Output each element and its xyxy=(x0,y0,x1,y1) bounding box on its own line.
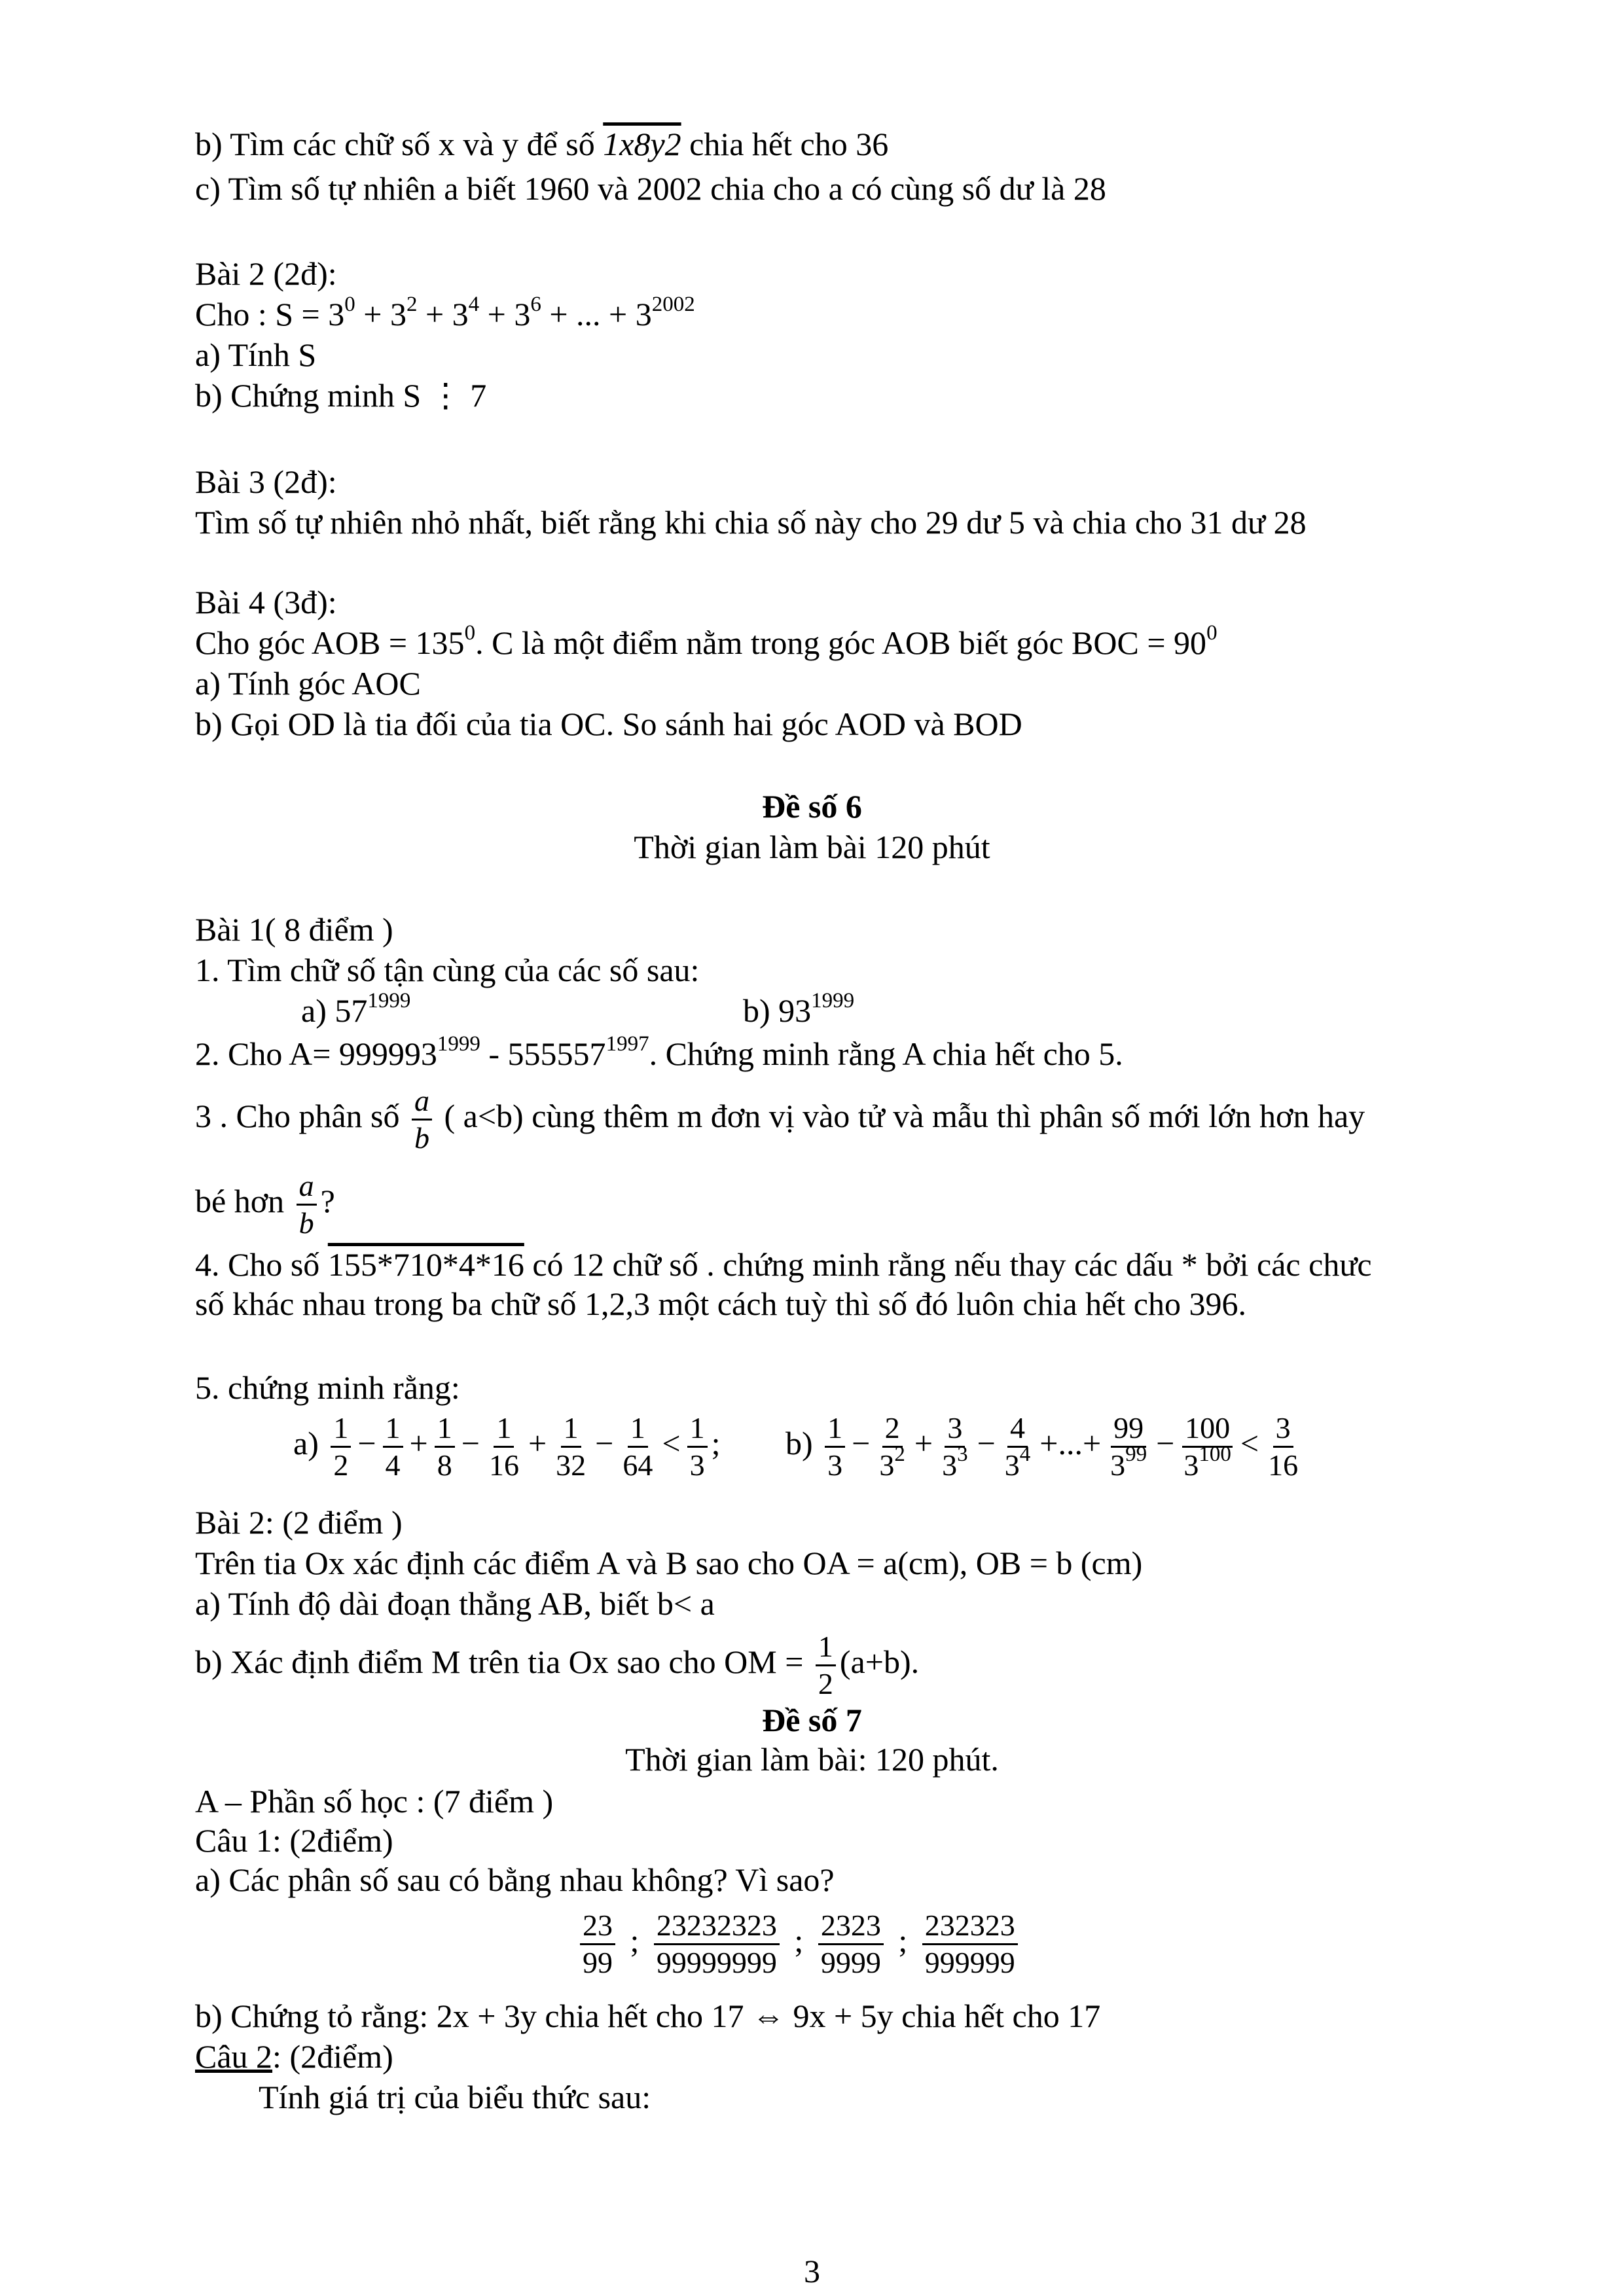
text: 2. Cho A= 999993 xyxy=(195,1035,437,1072)
text: chia hết cho 36 xyxy=(681,126,889,162)
numerator: 100 xyxy=(1182,1413,1233,1448)
denominator: 16 xyxy=(1268,1448,1299,1482)
numerator: 1 xyxy=(816,1632,836,1666)
d7-cau2 xyxy=(195,2037,393,2076)
numerator: 99 xyxy=(1111,1413,1146,1448)
d6-bai2-a: a) Tính độ dài đoạn thẳng AB, biết b< a xyxy=(195,1585,715,1622)
numerator: 232323 xyxy=(922,1910,1018,1945)
fraction xyxy=(383,1413,403,1480)
base: 3 xyxy=(942,1448,958,1482)
text: 3 . Cho phân số xyxy=(195,1098,408,1134)
denominator: b xyxy=(414,1121,429,1155)
text: + 3 xyxy=(417,296,469,332)
base: 3 xyxy=(1183,1448,1199,1482)
text: + 3 xyxy=(479,296,531,332)
denominator: 4 xyxy=(385,1448,401,1482)
fraction xyxy=(553,1413,588,1480)
denominator xyxy=(1108,1443,1149,1482)
text: b) 93 xyxy=(743,992,812,1029)
separator: ; xyxy=(630,1922,640,1959)
fraction xyxy=(1181,1413,1234,1480)
fraction-a-over-b xyxy=(297,1171,317,1238)
text: Cho : S = 3 xyxy=(195,296,345,332)
denominator: 8 xyxy=(437,1448,452,1482)
operator: + xyxy=(914,1425,933,1462)
text: bé hơn xyxy=(195,1183,293,1219)
text: có 12 chữ số . chứng minh rằng nếu thay các dấu * bởi các chưc xyxy=(524,1246,1372,1283)
d6-q1: 1. Tìm chữ số tận cùng của các số sau: xyxy=(195,952,700,988)
d6-q5: 5. chứng minh rằng: xyxy=(195,1369,460,1406)
d7-c1a: a) Các phân số sau có bằng nhau không? Vì sao? xyxy=(195,1861,835,1898)
exponent: 4 xyxy=(1019,1443,1031,1467)
denominator: 9999 xyxy=(820,1946,881,1980)
numerator: a xyxy=(297,1171,317,1206)
denominator: 3 xyxy=(689,1448,705,1482)
text: ( a<b) cùng thêm m đơn vị vào tử và mẫu thì phân số mới lớn hơn hay xyxy=(436,1098,1365,1134)
exponent: 100 xyxy=(1199,1443,1231,1467)
operator: − xyxy=(595,1425,614,1462)
bai4-line1 xyxy=(195,623,1218,662)
operator: + xyxy=(409,1425,428,1462)
operator: + xyxy=(528,1425,547,1462)
numerator: 1 xyxy=(435,1413,455,1448)
d6-q3 xyxy=(195,1080,1365,1153)
text: Cho góc AOB = 135 xyxy=(195,624,465,661)
d6-q4 xyxy=(195,1245,1372,1284)
semicolon: ; xyxy=(711,1425,721,1462)
numerator: 1 xyxy=(383,1413,403,1448)
bai3-text: Tìm số tự nhiên nhỏ nhất, biết rằng khi chia số này cho 29 dư 5 và chia cho 31 dư 28 xyxy=(195,504,1307,541)
page-number: 3 xyxy=(804,2253,820,2289)
denominator: 3 xyxy=(827,1448,843,1482)
bai4-a: a) Tính góc AOC xyxy=(195,665,421,702)
exponent: 0 xyxy=(1206,621,1218,645)
bai2-b: b) Chứng minh S ⋮ 7 xyxy=(195,377,487,414)
exponent: 4 xyxy=(468,293,480,316)
base: 3 xyxy=(1110,1448,1126,1482)
denominator xyxy=(939,1443,971,1482)
d6-q1a xyxy=(301,991,410,1030)
d7-c2: Tính giá trị của biểu thức sau: xyxy=(259,2079,651,2115)
fraction xyxy=(620,1413,655,1480)
fraction xyxy=(435,1413,455,1480)
text: - 555557 xyxy=(480,1035,606,1072)
d7-cau1: Câu 1: (2điểm) xyxy=(195,1822,393,1859)
operator: − xyxy=(1156,1425,1175,1462)
numerator: 1 xyxy=(561,1413,581,1448)
denominator: 999999 xyxy=(924,1946,1015,1980)
d6-q1b xyxy=(743,991,854,1030)
exponent: 2002 xyxy=(651,293,695,316)
fraction xyxy=(818,1910,884,1978)
bai2-a: a) Tính S xyxy=(195,336,317,373)
bai3-title: Bài 3 (2đ): xyxy=(195,463,337,500)
line-b-tim-chu-so xyxy=(195,124,888,164)
d6-bai1-title: Bài 1( 8 điểm ) xyxy=(195,911,393,948)
numerator: 3 xyxy=(945,1413,965,1448)
exponent: 1999 xyxy=(811,989,855,1013)
text: b) Xác định điểm M trên tia Ox sao cho OM = xyxy=(195,1643,812,1680)
de7-time: Thời gian làm bài: 120 phút. xyxy=(625,1741,999,1778)
overlined-number: 1x8y2 xyxy=(603,126,681,162)
text: a) 57 xyxy=(301,992,368,1029)
text: : (2điểm) xyxy=(272,2038,393,2075)
text: b) Chứng tỏ rằng: 2x + 3y chia hết cho 17 xyxy=(195,1998,752,2034)
separator: ; xyxy=(794,1922,804,1959)
d6-q3-line2 xyxy=(195,1165,335,1238)
operator: − xyxy=(852,1425,871,1462)
exponent: 1997 xyxy=(605,1032,649,1056)
fraction xyxy=(687,1413,708,1480)
separator: ; xyxy=(898,1922,908,1959)
de7-title: Đề số 7 xyxy=(762,1702,862,1738)
exponent: 1999 xyxy=(437,1032,480,1056)
denominator xyxy=(1181,1443,1234,1482)
text: 9x + 5y chia hết cho 17 xyxy=(784,1998,1101,2034)
fraction-one-half xyxy=(816,1632,836,1699)
fraction xyxy=(580,1910,615,1978)
denominator: 16 xyxy=(488,1448,519,1482)
exponent: 1999 xyxy=(367,989,411,1013)
bai2-title: Bài 2 (2đ): xyxy=(195,255,337,292)
exponent: 6 xyxy=(530,293,541,316)
numerator: 1 xyxy=(494,1413,514,1448)
d6-q5a xyxy=(293,1407,720,1480)
fraction xyxy=(922,1910,1018,1978)
label: b) xyxy=(785,1425,813,1462)
fraction-a-over-b xyxy=(412,1086,432,1153)
numerator: 4 xyxy=(1007,1413,1028,1448)
exponent: 99 xyxy=(1125,1443,1147,1467)
denominator: 2 xyxy=(333,1448,349,1482)
denominator xyxy=(1002,1443,1034,1482)
d6-bai2-text: Trên tia Ox xác định các điểm A và B sao cho OA = a(cm), OB = b (cm) xyxy=(195,1545,1143,1581)
numerator: 23 xyxy=(580,1910,615,1945)
exponent: 2 xyxy=(894,1443,905,1467)
numerator: 1 xyxy=(825,1413,845,1448)
d7-c1b xyxy=(195,1996,1100,2036)
fraction xyxy=(1002,1413,1034,1480)
text: 4. Cho số xyxy=(195,1246,328,1283)
de6-time: Thời gian làm bài 120 phút xyxy=(634,829,990,865)
denominator xyxy=(876,1443,908,1482)
operator: < xyxy=(662,1425,681,1462)
text: . C là một điểm nằm trong góc AOB biết góc BOC = 90 xyxy=(475,624,1207,661)
text: . Chứng minh rằng A chia hết cho 5. xyxy=(649,1035,1123,1072)
fraction xyxy=(486,1413,522,1480)
fraction xyxy=(876,1413,908,1480)
d6-bai2-b xyxy=(195,1626,919,1699)
numerator: 23232323 xyxy=(654,1910,780,1945)
base: 3 xyxy=(1004,1448,1020,1482)
denominator: 2 xyxy=(818,1667,833,1701)
bai4-title: Bài 4 (3đ): xyxy=(195,584,337,620)
denominator: 99 xyxy=(583,1946,613,1980)
text: (a+b). xyxy=(839,1643,920,1680)
text: b) Tìm các chữ số x và y để số xyxy=(195,126,604,162)
fraction xyxy=(331,1413,351,1480)
text: + ... + 3 xyxy=(541,296,652,332)
equivalence-arrow: ⇔ xyxy=(751,1998,785,2034)
line-c-tim-so-tu-nhien: c) Tìm số tự nhiên a biết 1960 và 2002 chia cho a có cùng số dư là 28 xyxy=(195,170,1106,207)
fraction xyxy=(825,1413,845,1480)
exponent: 2 xyxy=(406,293,418,316)
operator: +...+ xyxy=(1039,1425,1102,1462)
fraction xyxy=(1265,1413,1301,1480)
d6-q4-line2: số khác nhau trong ba chữ số 1,2,3 một cách tuỳ thì số đó luôn chia hết cho 396. xyxy=(195,1285,1246,1322)
bai4-b: b) Gọi OD là tia đối của tia OC. So sánh hai góc AOD và BOD xyxy=(195,706,1022,742)
numerator: 1 xyxy=(331,1413,351,1448)
fraction xyxy=(939,1413,971,1480)
denominator: 99999999 xyxy=(656,1946,777,1980)
bai2-formula xyxy=(195,295,695,334)
d6-q2 xyxy=(195,1034,1123,1073)
d6-q5b xyxy=(785,1407,1305,1480)
numerator: 1 xyxy=(628,1413,648,1448)
base: 3 xyxy=(879,1448,895,1482)
d7-fractions xyxy=(576,1898,1022,1983)
denominator: 32 xyxy=(556,1448,586,1482)
denominator: b xyxy=(298,1206,314,1240)
underlined-label: Câu 2 xyxy=(195,2038,273,2075)
fraction xyxy=(654,1910,780,1978)
denominator: 64 xyxy=(623,1448,653,1482)
text: + 3 xyxy=(355,296,406,332)
text: ? xyxy=(320,1183,335,1219)
numerator: 3 xyxy=(1273,1413,1293,1448)
exponent: 3 xyxy=(957,1443,968,1467)
exponent: 0 xyxy=(464,621,476,645)
numerator: 2323 xyxy=(818,1910,884,1945)
numerator: 1 xyxy=(687,1413,708,1448)
d6-bai2-title: Bài 2: (2 điểm ) xyxy=(195,1504,403,1541)
exponent: 0 xyxy=(344,293,355,316)
label: a) xyxy=(293,1425,319,1462)
operator: < xyxy=(1240,1425,1259,1462)
operator: − xyxy=(357,1425,376,1462)
numerator: a xyxy=(412,1086,432,1121)
fraction xyxy=(1108,1413,1149,1480)
de6-title: Đề số 6 xyxy=(762,788,862,825)
operator: − xyxy=(977,1425,996,1462)
operator: − xyxy=(461,1425,480,1462)
d7-part-a: A – Phần số học : (7 điểm ) xyxy=(195,1783,554,1820)
overlined-number: 155*710*4*16 xyxy=(327,1246,524,1283)
numerator: 2 xyxy=(882,1413,903,1448)
